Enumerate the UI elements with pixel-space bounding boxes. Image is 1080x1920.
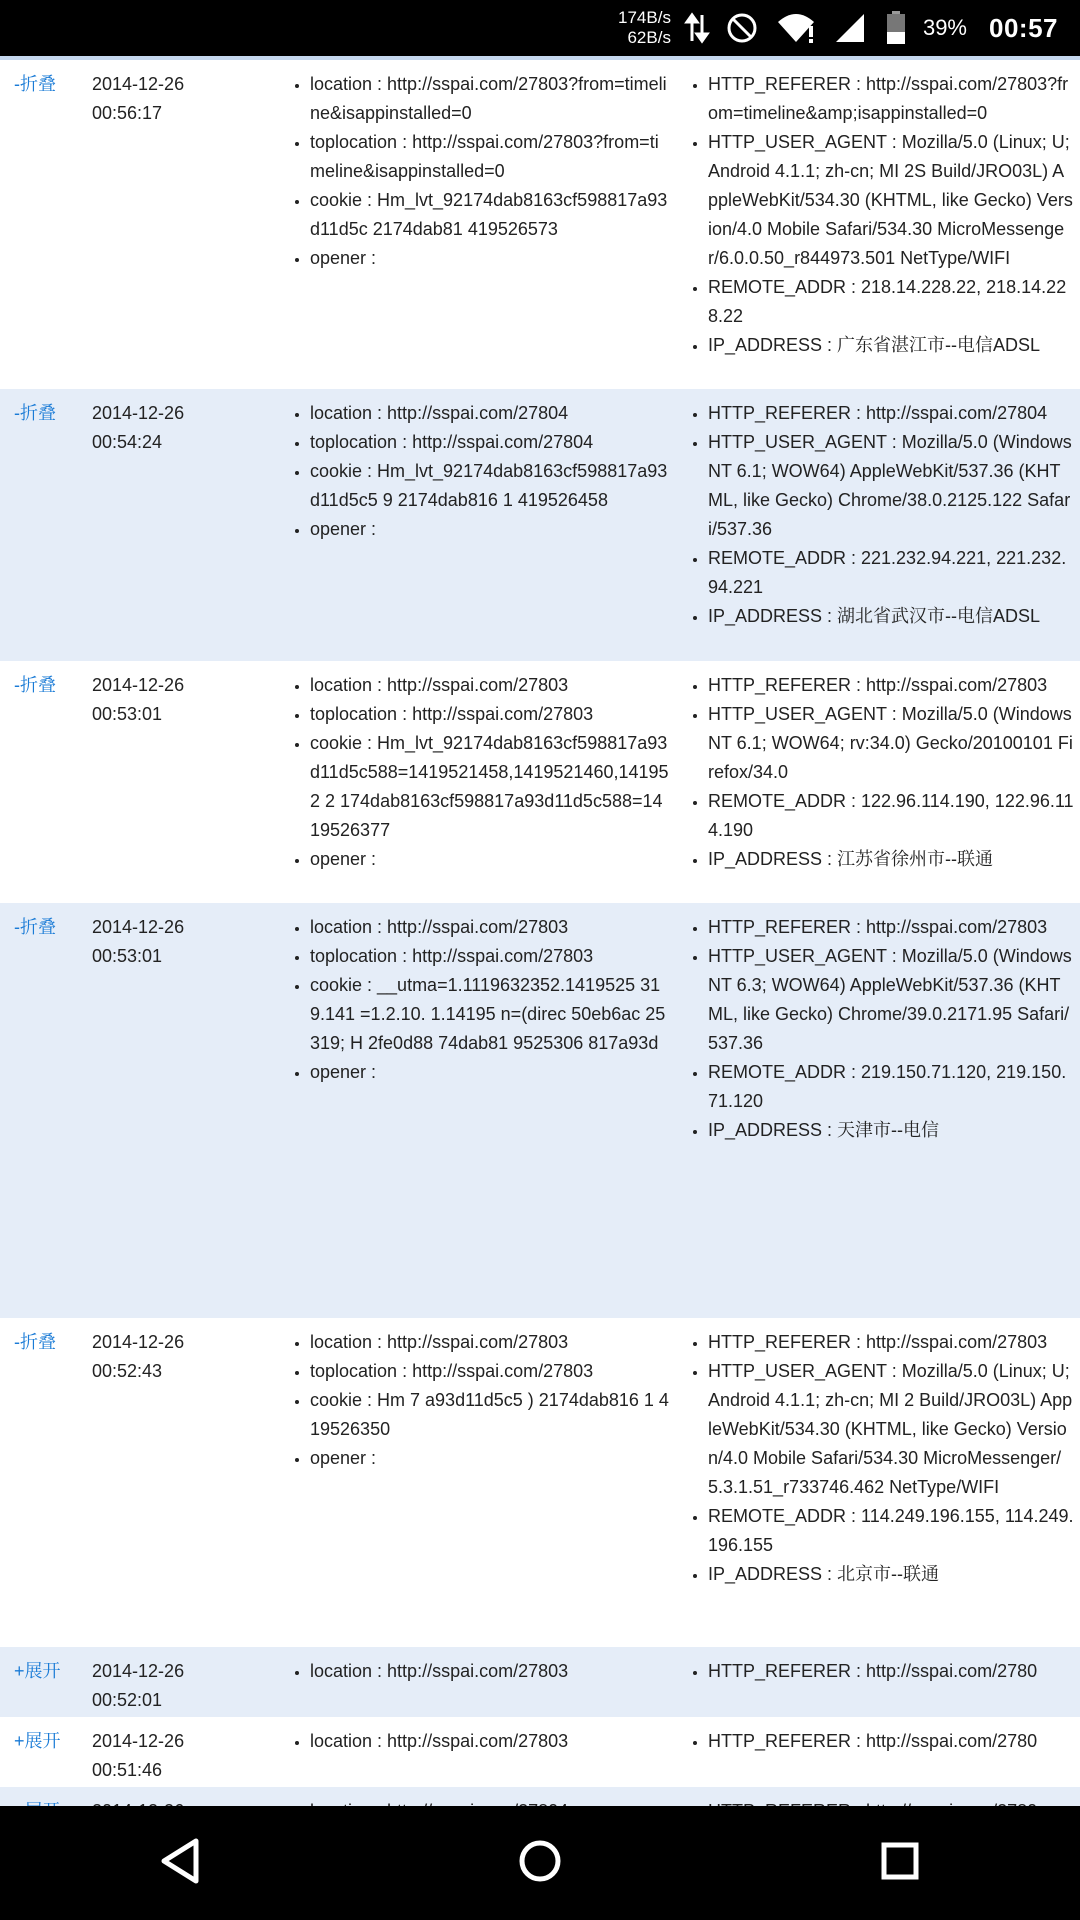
list-item: • IP_ADDRESS : 湖北省武汉市--电信ADSL	[708, 602, 1080, 631]
list-item: • opener :	[310, 244, 676, 273]
visit-date: 2014-12-26	[92, 74, 185, 94]
list-item: • cookie : __utma=1.1119632352.1419525 319.141 =1.2.10. 1.14195 n=(direc 50eb6ac 25319; H 2fe0d88 74dab81 9525306 817a93d	[310, 971, 676, 1058]
network-speed	[618, 8, 671, 48]
server-info-list	[676, 1727, 1080, 1756]
visit-time: 00:51:46	[92, 1760, 163, 1780]
recents-button[interactable]	[840, 1806, 960, 1920]
collapse-toggle[interactable]: -折叠	[14, 917, 56, 937]
clock: 00:57	[989, 12, 1058, 43]
list-item: • REMOTE_ADDR : 122.96.114.190, 122.96.114.190	[708, 787, 1080, 845]
net-upload-speed: 174B/s	[618, 8, 671, 27]
list-item: • cookie : Hm_lvt_92174dab8163cf598817a93d11d5c5 9 2174dab816 1 419526458	[310, 457, 676, 515]
request-info-list	[278, 399, 676, 544]
list-item: • HTTP_USER_AGENT : Mozilla/5.0 (Windows NT 6.3; WOW64) AppleWebKit/537.36 (KHTML, like Gecko) Chrome/39.0.2171.95 Safari/537.36	[708, 942, 1080, 1058]
server-info-list	[676, 70, 1080, 360]
status-bar	[0, 0, 1080, 56]
visit-time: 00:52:01	[92, 1690, 163, 1710]
home-button[interactable]	[480, 1806, 600, 1920]
table-row	[0, 1717, 1080, 1787]
list-item: • toplocation : http://sspai.com/27804	[310, 428, 676, 457]
list-item: • IP_ADDRESS : 北京市--联通	[708, 1560, 1080, 1589]
list-item: • toplocation : http://sspai.com/27803?from=timeline&isappinstalled=0	[310, 128, 676, 186]
collapse-toggle[interactable]: -折叠	[14, 74, 56, 94]
table-row	[0, 903, 1080, 1318]
list-item: • REMOTE_ADDR : 221.232.94.221, 221.232.94.221	[708, 544, 1080, 602]
list-item: • HTTP_REFERER : http://sspai.com/2780	[708, 1657, 1080, 1686]
table-row	[0, 661, 1080, 903]
visit-time: 00:53:01	[92, 704, 163, 724]
visit-log-table[interactable]	[0, 60, 1080, 1806]
visit-date: 2014-12-26	[92, 1332, 185, 1352]
list-item: • HTTP_REFERER : http://sspai.com/2780	[708, 1727, 1080, 1756]
list-item: • HTTP_REFERER : http://sspai.com/27803	[708, 1328, 1080, 1357]
list-item: • location : http://sspai.com/27803?from=timeline&isappinstalled=0	[310, 70, 676, 128]
expand-toggle[interactable]: +展开	[14, 1731, 61, 1751]
list-item: • location : http://sspai.com/27804	[310, 399, 676, 428]
list-item: • location : http://sspai.com/27803	[310, 671, 676, 700]
cell-signal-icon	[834, 12, 868, 44]
table-row	[0, 1318, 1080, 1647]
server-info-list	[676, 399, 1080, 631]
server-info-list	[676, 671, 1080, 874]
wifi-icon	[776, 12, 816, 44]
list-item: • HTTP_USER_AGENT : Mozilla/5.0 (Linux; U; Android 4.1.1; zh-cn; MI 2 Build/JRO03L) AppleWebKit/534.30 (KHTML, like Gecko) Version/4.0 Mobile Safari/534.30 MicroMessenger/5.3.1.51_r733746.462 NetType/WIFI	[708, 1357, 1080, 1502]
list-item: • opener :	[310, 1444, 676, 1473]
list-item: • IP_ADDRESS : 天津市--电信	[708, 1116, 1080, 1145]
visit-date: 2014-12-26	[92, 675, 185, 695]
visit-date: 2014-12-26	[92, 1731, 185, 1751]
list-item: • HTTP_USER_AGENT : Mozilla/5.0 (Linux; U; Android 4.1.1; zh-cn; MI 2S Build/JRO03L) AppleWebKit/534.30 (KHTML, like Gecko) Version/4.0 Mobile Safari/534.30 MicroMessenger/6.0.0.50_r844973.501 NetType/WIFI	[708, 128, 1080, 273]
request-info-list	[278, 913, 676, 1087]
back-button[interactable]	[120, 1806, 240, 1920]
table-row	[0, 1647, 1080, 1717]
list-item: • opener :	[310, 845, 676, 874]
server-info-list	[676, 913, 1080, 1145]
list-item: • REMOTE_ADDR : 114.249.196.155, 114.249.196.155	[708, 1502, 1080, 1560]
list-item: • cookie : Hm 7 a93d11d5c5 ) 2174dab816 1 419526350	[310, 1386, 676, 1444]
do-not-disturb-icon	[726, 12, 758, 44]
home-icon	[518, 1839, 562, 1888]
list-item: • HTTP_REFERER : http://sspai.com/27803?from=timeline&amp;isappinstalled=0	[708, 70, 1080, 128]
collapse-toggle[interactable]: -折叠	[14, 675, 56, 695]
visit-time: 00:53:01	[92, 946, 163, 966]
list-item: • REMOTE_ADDR : 219.150.71.120, 219.150.71.120	[708, 1058, 1080, 1116]
visit-time: 00:52:43	[92, 1361, 163, 1381]
collapse-toggle[interactable]: -折叠	[14, 1332, 56, 1352]
request-info-list	[278, 671, 676, 874]
list-item: • REMOTE_ADDR : 218.14.228.22, 218.14.228.22	[708, 273, 1080, 331]
request-info-list	[278, 1657, 676, 1686]
expand-toggle[interactable]: +展开	[14, 1661, 61, 1681]
table-row	[0, 60, 1080, 389]
list-item: • location : http://sspai.com/27803	[310, 1727, 676, 1756]
visit-date: 2014-12-26	[92, 917, 185, 937]
request-info-list	[278, 70, 676, 273]
list-item: • cookie : Hm_lvt_92174dab8163cf598817a93d11d5c 2174dab81 419526573	[310, 186, 676, 244]
list-item: • location : http://sspai.com/27803	[310, 1657, 676, 1686]
list-item: • toplocation : http://sspai.com/27803	[310, 942, 676, 971]
battery-percent: 39%	[922, 15, 967, 40]
back-icon	[158, 1837, 202, 1890]
server-info-list	[676, 1328, 1080, 1589]
data-arrows-icon	[686, 13, 708, 43]
list-item: • HTTP_REFERER : http://sspai.com/27803	[708, 913, 1080, 942]
table-row	[0, 389, 1080, 661]
server-info-list	[676, 1657, 1080, 1686]
visit-time: 00:54:24	[92, 432, 163, 452]
list-item: • opener :	[310, 515, 676, 544]
list-item: • toplocation : http://sspai.com/27803	[310, 700, 676, 729]
navigation-bar	[0, 1806, 1080, 1920]
list-item: • toplocation : http://sspai.com/27803	[310, 1357, 676, 1386]
list-item: • location : http://sspai.com/27803	[310, 1328, 676, 1357]
list-item: • cookie : Hm_lvt_92174dab8163cf598817a93d11d5c588=1419521458,1419521460,141952 2 174dab8163cf598817a93d11d5c588=1419526377	[310, 729, 676, 845]
visit-date: 2014-12-26	[92, 403, 185, 423]
recents-icon	[880, 1841, 920, 1886]
request-info-list	[278, 1727, 676, 1756]
list-item: • location : http://sspai.com/27803	[310, 913, 676, 942]
visit-time: 00:56:17	[92, 103, 163, 123]
net-download-speed: 62B/s	[627, 28, 671, 47]
list-item: • IP_ADDRESS : 江苏省徐州市--联通	[708, 845, 1080, 874]
battery-icon	[886, 11, 906, 45]
collapse-toggle[interactable]: -折叠	[14, 403, 56, 423]
list-item: • IP_ADDRESS : 广东省湛江市--电信ADSL	[708, 331, 1080, 360]
list-item: • HTTP_REFERER : http://sspai.com/27804	[708, 399, 1080, 428]
list-item: • HTTP_REFERER : http://sspai.com/27803	[708, 671, 1080, 700]
visit-date: 2014-12-26	[92, 1661, 185, 1681]
list-item: • HTTP_USER_AGENT : Mozilla/5.0 (Windows NT 6.1; WOW64) AppleWebKit/537.36 (KHTML, like Gecko) Chrome/38.0.2125.122 Safari/537.36	[708, 428, 1080, 544]
request-info-list	[278, 1328, 676, 1473]
list-item: • opener :	[310, 1058, 676, 1087]
list-item: • HTTP_USER_AGENT : Mozilla/5.0 (Windows NT 6.1; WOW64; rv:34.0) Gecko/20100101 Firefox/34.0	[708, 700, 1080, 787]
